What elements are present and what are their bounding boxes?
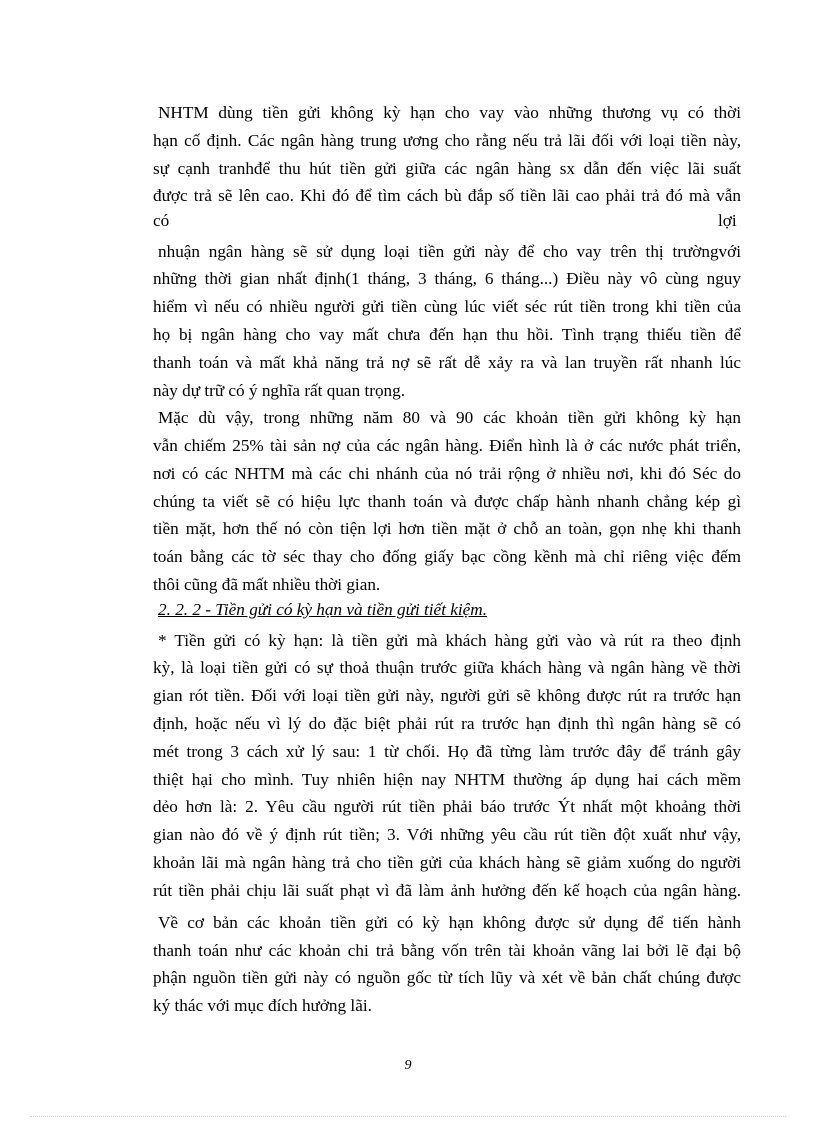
paragraph-line: hiểm vì nếu có nhiều người gửi tiền cùng lúc viết séc rút tiền trong khi tiền của: [153, 297, 741, 316]
paragraph-line: vẫn chiếm 25% tài sản nợ của các ngân hàng. Điển hình là ở các nước phát triển,: [153, 436, 741, 455]
paragraph-line: định, hoặc nếu vì lý do đặc biệt phải rút ra trước hạn định thì ngân hàng sẽ có: [153, 714, 741, 733]
paragraph-line-left: có: [153, 211, 170, 230]
paragraph-line: thanh toán như các khoản chi trả bằng vốn trên tài khoản vãng lai bởi lẽ đại bộ: [153, 941, 741, 960]
paragraph-line: khoản lãi mà ngân hàng trả cho tiền gửi của khách hàng sẽ giảm xuống do người: [153, 853, 741, 872]
paragraph-line: họ bị ngân hàng cho vay mất chưa đến hạn thu hồi. Tình trạng thiếu tiền để: [153, 325, 741, 344]
paragraph-line: được trả sẽ lên cao. Khi đó để tìm cách bù đắp số tiền lãi cao phải trả đó mà vẫn: [153, 186, 741, 205]
paragraph-line: nhuận ngân hàng sẽ sử dụng loại tiền gửi này để cho vay trên thị trườngvới: [158, 242, 741, 261]
paragraph-line: kỳ, là loại tiền gửi có sự thoả thuận trước giữa khách hàng và ngân hàng về thời: [153, 658, 741, 677]
paragraph-line: * Tiền gửi có kỳ hạn: là tiền gửi mà khách hàng gửi vào và rút ra theo định: [158, 631, 741, 650]
paragraph-line: hạn cố định. Các ngân hàng trung ương cho rằng nếu trả lãi đối với loại tiền này,: [153, 131, 741, 150]
paragraph-line: những thời gian nhất định(1 tháng, 3 tháng, 6 tháng...) Điều này vô cùng nguy: [153, 269, 741, 288]
paragraph-line: ký thác với mục đích hưởng lãi.: [153, 996, 372, 1015]
paragraph-line: NHTM dùng tiền gửi không kỳ hạn cho vay vào những thương vụ có thời: [158, 103, 741, 122]
paragraph-line: tiền mặt, hơn thế nó còn tiện lợi hơn tiền mặt ở chỗ an toàn, gọn nhẹ khi thanh: [153, 519, 741, 538]
paragraph-line: dẻo hơn là: 2. Yêu cầu người rút tiền phải báo trước Ýt nhất một khoảng thời: [153, 797, 741, 816]
footer-divider: [30, 1116, 786, 1117]
paragraph-line: Mặc dù vậy, trong những năm 80 và 90 các khoản tiền gửi không kỳ hạn: [158, 408, 741, 427]
paragraph-line: gian rót tiền. Đối với loại tiền gửi này, người gửi sẽ không được rút ra trước hạn: [153, 686, 741, 705]
paragraph-line: mét trong 3 cách xử lý sau: 1 từ chối. Họ đã từng làm trước đây để tránh gây: [153, 742, 741, 761]
paragraph-line: thanh toán và mất khả năng trả nợ sẽ rất dễ xảy ra và lan truyền rất nhanh lúc: [153, 353, 741, 372]
paragraph-line: phận nguồn tiền gửi này có nguồn gốc từ tích lũy và xét về bản chất chúng được: [153, 968, 741, 987]
paragraph-line: sự cạnh tranhđể thu hút tiền gửi giữa các ngân hàng sx dẫn đến việc lãi suất: [153, 159, 741, 178]
paragraph-line: thôi cũng đã mất nhiều thời gian.: [153, 575, 381, 594]
paragraph-line: thiệt hại cho mình. Tuy nhiên hiện nay NHTM thường áp dụng hai cách mềm: [153, 770, 741, 789]
paragraph-line: toán bằng các tờ séc thay cho đống giấy bạc cồng kềnh mà chỉ riêng việc đếm: [153, 547, 741, 566]
paragraph-line: gian nào đó về ý định rút tiền; 3. Với những yêu cầu rút tiền đột xuất như vậy,: [153, 825, 741, 844]
paragraph-line: rút tiền phải chịu lãi suất phạt vì đã làm ảnh hưởng đến kế hoạch của ngân hàng.: [153, 881, 741, 900]
paragraph-line-right: lợi: [718, 211, 737, 230]
paragraph-line: này dự trữ có ý nghĩa rất quan trọng.: [153, 381, 406, 400]
paragraph-line: Về cơ bản các khoản tiền gửi có kỳ hạn không được sử dụng để tiến hành: [158, 913, 741, 932]
section-heading: 2. 2. 2 - Tiền gửi có kỳ hạn và tiền gửi tiết kiệm.: [158, 600, 488, 619]
paragraph-line: nơi có các NHTM mà các chi nhánh của nó trải rộng ở nhiều nơi, khi đó Séc do: [153, 464, 741, 483]
paragraph-line: chúng ta viết sẽ có hiệu lực thanh toán và được chấp hành nhanh chẳng kép gì: [153, 492, 741, 511]
page-number: 9: [404, 1058, 412, 1073]
